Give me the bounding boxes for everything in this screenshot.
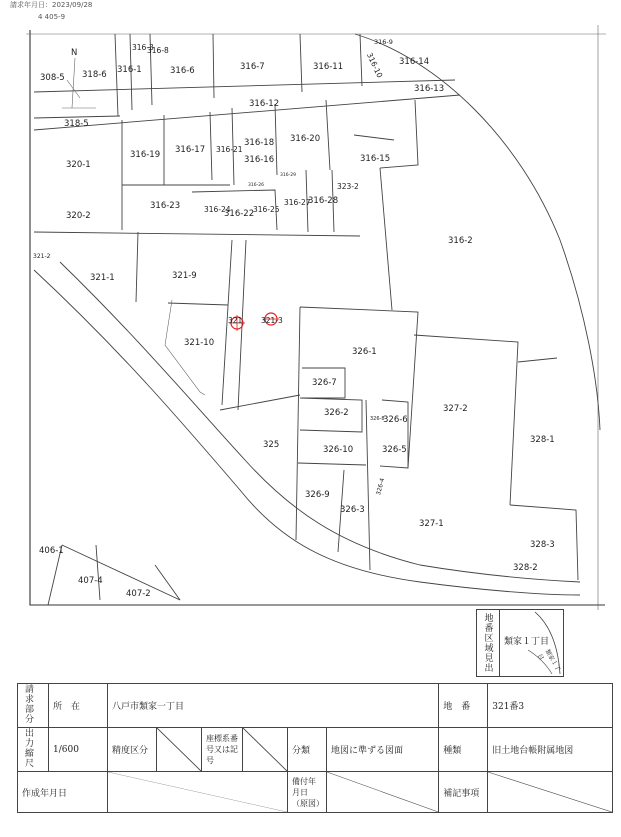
parcel-label: 321-1 [90, 273, 115, 283]
coord-empty [243, 728, 288, 772]
parcel-label: 316-11 [313, 62, 344, 72]
request-date: 請求年月日：2023/09/28 [10, 1, 93, 9]
requester-label-cell: 請求部分 [18, 684, 49, 728]
parcel-label: 407-2 [126, 589, 151, 599]
parcel-label: 316-26 [248, 183, 264, 188]
parcel-label: 321-10 [184, 338, 215, 348]
precision-empty [157, 728, 202, 772]
location-value: 八戸市類家一丁目 [108, 684, 439, 728]
parcel-label: 320-2 [66, 211, 91, 221]
created-empty [108, 772, 288, 813]
parcel-label: 326-10 [323, 445, 354, 455]
parcel-label: 327-1 [419, 519, 444, 529]
type-label: 種類 [439, 728, 488, 772]
parcel-label: 316-14 [399, 57, 430, 67]
parcel-label: 328-2 [513, 563, 538, 573]
parcel-label: 326-8 [370, 416, 385, 422]
type-value: 旧土地台帳附属地図 [488, 728, 613, 772]
parcel-label: 326-1 [352, 347, 377, 357]
remarks-empty [327, 772, 439, 813]
parcel-label: 316-28 [308, 196, 339, 206]
area-side-label: 類家１丁目 [535, 648, 562, 673]
precision-label: 精度区分 [108, 728, 157, 772]
parcel-label: 316-1 [117, 65, 142, 75]
lot-value: 321番3 [488, 684, 613, 728]
coord-label: 座標系番号又は記号 [202, 728, 243, 772]
parcel-label: 323-2 [337, 182, 359, 191]
parcel-label: 316-17 [175, 145, 206, 155]
parcel-label: 321 [228, 316, 243, 325]
parcel-label: 316-21 [216, 145, 243, 154]
parcel-label: 326-2 [324, 408, 349, 418]
parcel-label: 316-27 [284, 198, 311, 207]
location-label: 所 在 [49, 684, 108, 728]
parcel-label: 326-4 [375, 477, 387, 497]
parcel-label: 316-19 [130, 150, 161, 160]
parcel-label: 326-3 [340, 505, 365, 515]
parcel-label: 316-25 [253, 205, 280, 214]
parcel-labels [33, 38, 555, 599]
parcel-label: 321-9 [172, 271, 197, 281]
scale-value: 1/600 [49, 728, 108, 772]
parcel-label: 316-24 [204, 205, 231, 214]
parcel-label: 316-16 [244, 155, 275, 165]
lot-label: 地 番 [439, 684, 488, 728]
parcel-label: 326-6 [383, 415, 408, 425]
parcel-label: 316-29 [280, 173, 296, 178]
area-heading-value: 類家１丁目 [504, 637, 550, 647]
remarks-label: 備付年月日（原図） [288, 772, 327, 813]
notes-label: 補記事項 [439, 772, 488, 813]
parcel-label: 406-1 [39, 546, 64, 556]
parcel-label: 316-10 [364, 51, 385, 80]
parcel-label: 321-3 [261, 316, 283, 325]
parcel-label: 308-5 [40, 73, 65, 83]
parcel-label: 316-12 [249, 99, 280, 109]
north-label: N [71, 48, 78, 58]
parcel-label: 328-3 [530, 540, 555, 550]
parcel-label: 407-4 [78, 576, 103, 586]
info-table [17, 683, 613, 813]
parcel-label: 316-8 [147, 46, 169, 55]
parcel-label: 318-6 [82, 70, 107, 80]
parcel-label: 316-15 [360, 154, 391, 164]
parcel-label: 318-5 [64, 119, 89, 129]
parcel-label: 316-7 [240, 62, 265, 72]
parcel-label: 316-13 [414, 84, 445, 94]
parcel-label: 327-2 [443, 404, 468, 414]
parcel-label: 316-22 [224, 209, 255, 219]
notes-empty [488, 772, 613, 813]
parcel-label: 316-6 [170, 66, 195, 76]
parcel-label: 325 [263, 440, 280, 450]
parcel-label: 316-3 [132, 43, 154, 52]
parcel-label: 326-5 [382, 445, 407, 455]
parcel-label: 321-2 [33, 253, 51, 260]
parcel-label: 316-18 [244, 138, 275, 148]
area-heading-box [476, 609, 564, 677]
category-value: 地図に準ずる図面 [327, 728, 439, 772]
parcel-label: 328-1 [530, 435, 555, 445]
parcel-label: 326-7 [312, 378, 337, 388]
parcel-label: 320-1 [66, 160, 91, 170]
area-heading-label: 地番区域見出 [477, 610, 500, 676]
header-code: 4 405-9 [38, 13, 66, 21]
scale-label-cell: 出力縮尺 [18, 728, 49, 772]
parcel-label: 326-9 [305, 490, 330, 500]
parcel-label: 316-23 [150, 201, 181, 211]
created-label: 作成年月日 [18, 772, 108, 813]
parcel-label: 316-9 [374, 38, 393, 46]
parcel-label: 316-2 [448, 236, 473, 246]
category-label: 分類 [288, 728, 327, 772]
parcel-boundaries [34, 34, 600, 605]
parcel-label: 316-20 [290, 134, 321, 144]
